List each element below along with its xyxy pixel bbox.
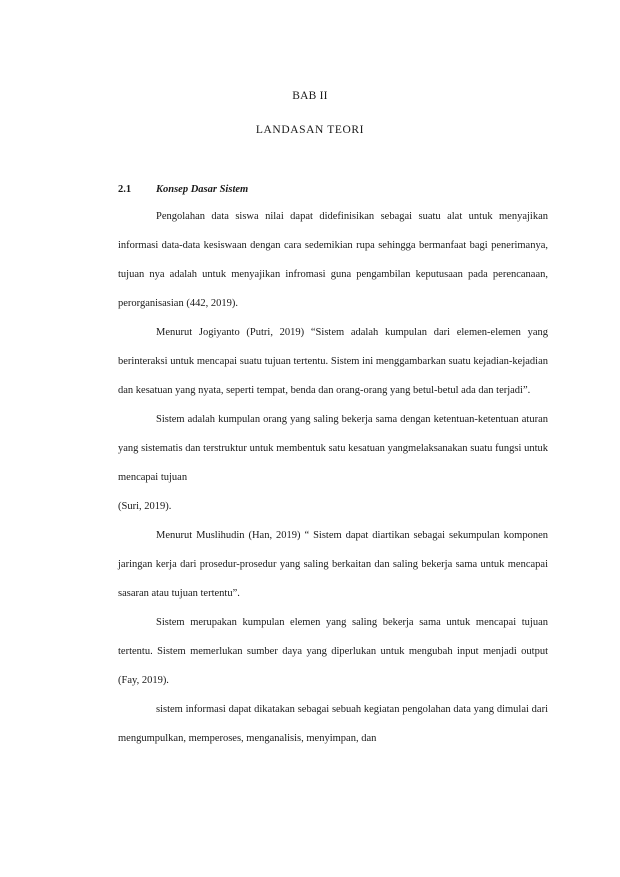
chapter-number: BAB II [292, 90, 328, 102]
paragraph: Sistem merupakan kumpulan elemen yang saling bekerja sama untuk mencapai tujuan tertentu. Sistem memerlukan sumber daya yang diperlukan untuk mengubah input menjadi output (Fay, 2019). [118, 617, 548, 686]
section-number: 2.1 [118, 184, 132, 195]
paragraph: Pengolahan data siswa nilai dapat didefinisikan sebagai suatu alat untuk menyajikan informasi data-data kesiswaan dengan cara sedemikian rupa sehingga bermanfaat bagi penerimanya, tujuan nya adalah untuk menyajikan infromasi guna pengambilan keputusaan pada perencanaan, perorganisasian (442, 2019). [118, 211, 548, 309]
chapter-title: LANDASAN TEORI [255, 124, 365, 136]
body-text [118, 202, 548, 753]
paragraph-citation: (Suri, 2019). [118, 501, 172, 512]
paragraph: Menurut Muslihudin (Han, 2019) “ Sistem dapat diartikan sebagai sekumpulan komponen jaringan kerja dari prosedur-prosedur yang saling berkaitan dan saling bekerja sama untuk mencapai sasaran atau tujuan tertentu”. [118, 530, 548, 599]
section-heading [118, 184, 548, 195]
paragraph: Menurut Jogiyanto (Putri, 2019) “Sistem adalah kumpulan dari elemen-elemen yang berinteraksi untuk mencapai suatu tujuan tertentu. Sistem ini menggambarkan suatu kejadian-kejadian dan kesatuan yang nyata, seperti tempat, benda dan orang-orang yang betul-betul ada dan terjadi”. [118, 327, 548, 396]
paragraph: Sistem adalah kumpulan orang yang saling bekerja sama dengan ketentuan-ketentuan aturan yang sistematis dan terstruktur untuk membentuk satu kesatuan yangmelaksanakan suatu fungsi untuk mencapai tujuan [118, 414, 548, 483]
section-title: Konsep Dasar Sistem [156, 184, 249, 195]
paragraph: sistem informasi dapat dikatakan sebagai sebuah kegiatan pengolahan data yang dimulai dari mengumpulkan, memperoses, menganalisis, menyimpan, dan [118, 704, 548, 744]
